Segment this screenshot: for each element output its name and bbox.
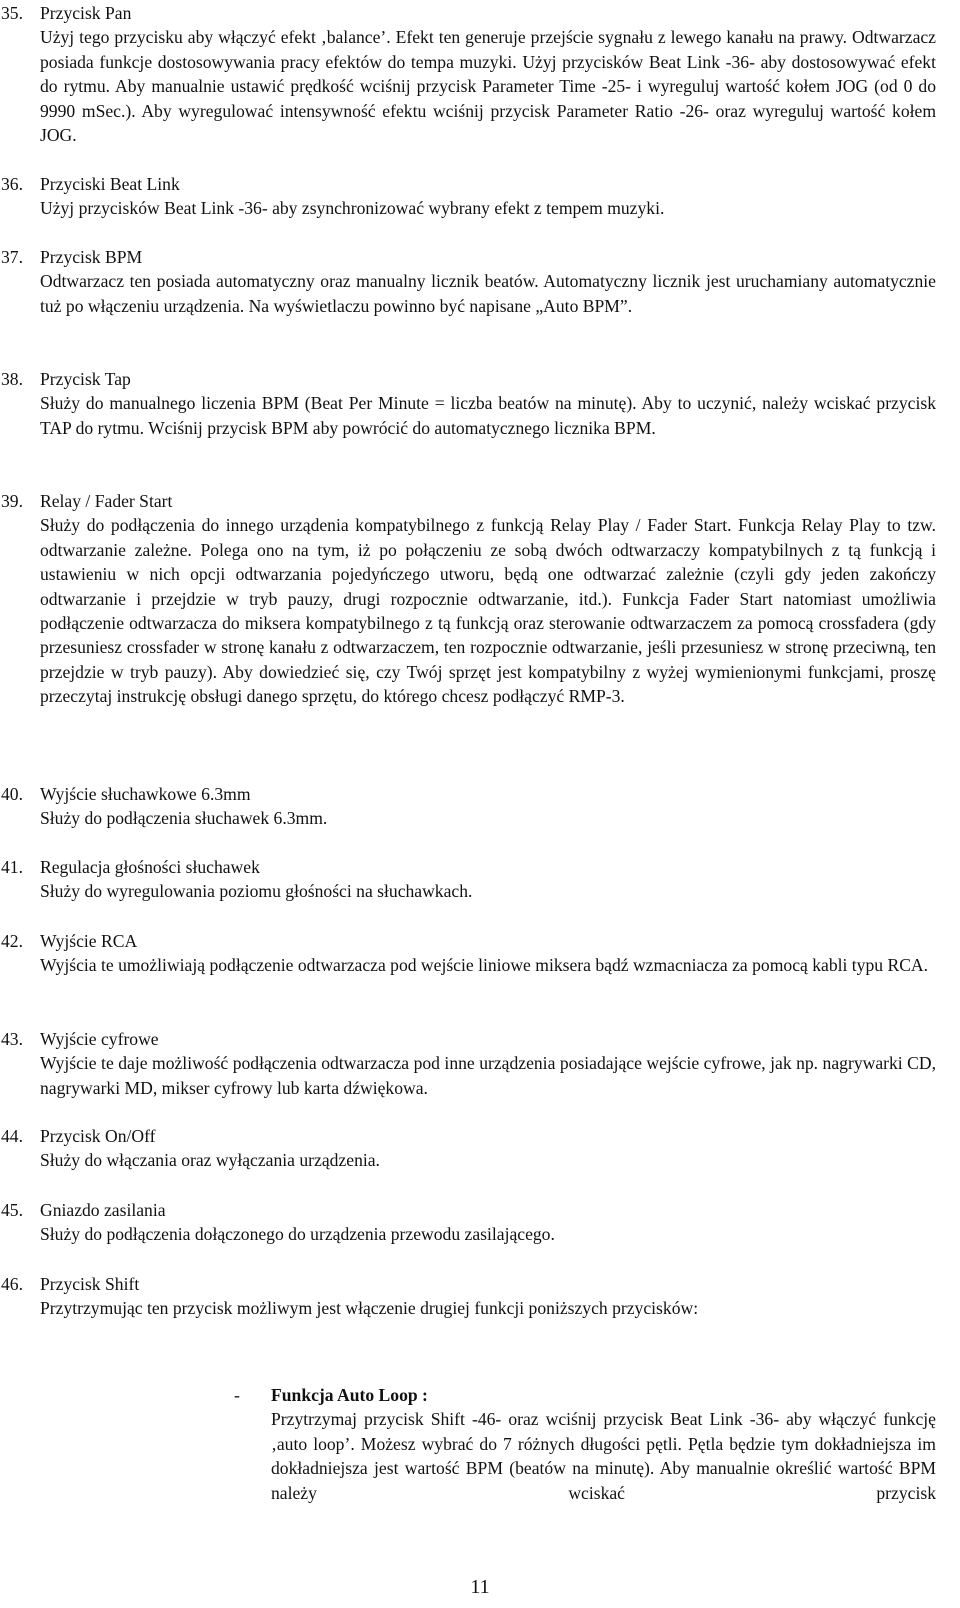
section-body: Służy do manualnego liczenia BPM (Beat Per Minute = liczba beatów na minutę). Aby to uczynić, należy wciskać przycisk TAP do rytmu. Wciśnij przycisk BPM aby powrócić do automatycznego licznika BPM. — [40, 393, 936, 438]
section-body: Służy do podłączenia do innego urządenia kompatybilnego z funkcją Relay Play / Fader Start. Funkcja Relay Play to tzw. odtwarzanie zależne. Polega ono na tym, iż po połączeniu ze sobą dwóch odtwarzaczy kompatybilnych z tą funkcją i ustawieniu w nich opcji odtwarzania pojedyńczego utworu, będą one odtwarzać zależnie (czyli gdy jeden zakończy odtwarzanie i przejdzie w tryb pauzy, drugi rozpocznie odtwarzanie, itd.). Funkcja Fader Start natomiast umożliwia podłączenie odtwarzacza do miksera kompatybilnego z tą funkcją oraz sterowanie odtwarzaczem za pomocą crossfadera (gdy przesuniesz crossfader w stronę kanału z odtwarzaczem, ten rozpocznie odtwarzanie, jeśli przesuniesz w stronę przeciwną, ten przejdzie w tryb pauzy). Aby dowiedzieć się, czy Twój sprzęt jest kompatybilny z wyżej wymienionymi funkcjami, proszę przeczytaj instrukcję obsługi danego sprzętu, do którego chcesz podłączyć RMP-3. — [40, 515, 936, 707]
section-title: Wyjście cyfrowe — [40, 1029, 159, 1049]
section-title: Przycisk Shift — [40, 1274, 140, 1294]
section-title: Wyjście słuchawkowe 6.3mm — [40, 784, 251, 804]
section-body: Wyjście te daje możliwość podłączenia odtwarzacza pod inne urządzenia posiadające wejście cyfrowe, jak np. nagrywarki CD, nagrywarki MD, mikser cyfrowy lub karta dźwiękowa. — [40, 1053, 936, 1098]
section-body: Służy do wyregulowania poziomu głośności na słuchawkach. — [40, 881, 473, 902]
section-number: 37. — [1, 247, 23, 267]
section-number: 42. — [1, 931, 23, 951]
section-body: Służy do podłączenia dołączonego do urządzenia przewodu zasilającego. — [40, 1224, 555, 1245]
subitem-body: Przytrzymaj przycisk Shift -46- oraz wciśnij przycisk Beat Link -36- aby włączyć funkcję ‚auto loop’. Możesz wybrać do 7 różnych długości pętli. Pętla będzie tym dokładniejsza im dokładniejsza jest wartość BPM (beatów na minutę). Aby manualnie określić wartość BPM należy wciskać przycisk — [271, 1409, 936, 1503]
section-body: Użyj tego przycisku aby włączyć efekt ‚balance’. Efekt ten generuje przejście sygnału z lewego kanału na prawy. Odtwarzacz posiada funkcje dostosowywania pracy efektów do tempa muzyki. Użyj przycisków Beat Link -36- aby dostosowywać efekt do rytmu. Aby manualnie ustawić prędkość wciśnij przycisk Parameter Time -25- i wyreguluj wartość kołem JOG (od 0 do 9990 mSec.). Aby wyregulować intensywność efektu wciśnij przycisk Parameter Ratio -26- oraz wyreguluj wartość kołem JOG. — [40, 27, 936, 146]
section-number: 40. — [1, 784, 23, 804]
section-title: Przycisk Tap — [40, 369, 131, 389]
section-title: Wyjście RCA — [40, 931, 138, 951]
list-dash: - — [234, 1385, 240, 1405]
section-body: Odtwarzacz ten posiada automatyczny oraz manualny licznik beatów. Automatyczny licznik jest uruchamiany automatycznie tuż po włączeniu urządzenia. Na wyświetlaczu powinno być napisane „Auto BPM”. — [40, 271, 936, 316]
section-number: 35. — [1, 3, 23, 23]
section-number: 41. — [1, 857, 23, 877]
page-number: 11 — [470, 1576, 490, 1598]
section-title: Przycisk BPM — [40, 247, 143, 267]
section-number: 36. — [1, 174, 23, 194]
section-number: 43. — [1, 1029, 23, 1049]
section-title: Przyciski Beat Link — [40, 174, 180, 194]
section-title: Regulacja głośności słuchawek — [40, 857, 260, 877]
section-number: 39. — [1, 491, 23, 511]
section-body: Służy do podłączenia słuchawek 6.3mm. — [40, 808, 328, 829]
section-title: Relay / Fader Start — [40, 491, 173, 511]
section-title: Gniazdo zasilania — [40, 1200, 166, 1220]
section-body: Użyj przycisków Beat Link -36- aby zsynchronizować wybrany efekt z tempem muzyki. — [40, 198, 665, 219]
subitem-title: Funkcja Auto Loop : — [271, 1385, 428, 1405]
section-number: 38. — [1, 369, 23, 389]
section-title: Przycisk Pan — [40, 3, 132, 23]
section-number: 46. — [1, 1274, 23, 1294]
section-body: Wyjścia te umożliwiają podłączenie odtwarzacza pod wejście liniowe miksera bądź wzmacniacza za pomocą kabli typu RCA. — [40, 955, 929, 976]
section-number: 45. — [1, 1200, 23, 1220]
section-body: Służy do włączania oraz wyłączania urządzenia. — [40, 1150, 380, 1171]
section-title: Przycisk On/Off — [40, 1126, 156, 1146]
section-body: Przytrzymując ten przycisk możliwym jest włączenie drugiej funkcji poniższych przycisków: — [40, 1298, 699, 1319]
section-number: 44. — [1, 1126, 23, 1146]
